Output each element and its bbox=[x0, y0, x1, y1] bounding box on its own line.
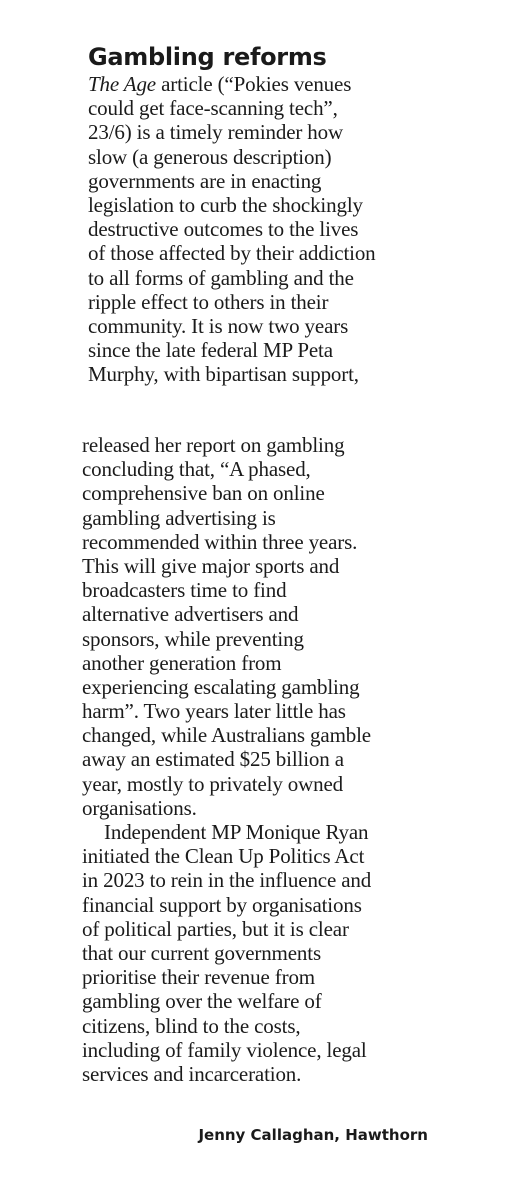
letter-line: Independent MP Monique Ryan bbox=[104, 820, 369, 844]
letter-line: including of family violence, legal bbox=[82, 1037, 367, 1062]
letter-line: that our current governments bbox=[82, 940, 321, 965]
letter-line: community. It is now two years bbox=[88, 313, 349, 338]
letter-line: away an estimated $25 billion a bbox=[82, 747, 344, 772]
letter-headline: Gambling reforms bbox=[88, 43, 327, 71]
letter-line: experiencing escalating gambling bbox=[82, 674, 360, 699]
letter-line: sponsors, while preventing bbox=[82, 626, 304, 651]
letter-line-text: article (“Pokies venues bbox=[155, 72, 352, 96]
letter-line: year, mostly to privately owned bbox=[82, 771, 344, 796]
letter-line: prioritise their revenue from bbox=[82, 965, 315, 990]
letter-body-column-1 bbox=[88, 72, 376, 386]
letter-line: ripple effect to others in their bbox=[88, 289, 329, 314]
letter-line: slow (a generous description) bbox=[88, 144, 332, 169]
publication-name: The Age bbox=[88, 72, 156, 96]
letter-line: changed, while Australians gamble bbox=[82, 723, 371, 748]
letter-line: of those affected by their addiction bbox=[88, 241, 376, 266]
letter-line: financial support by organisations bbox=[82, 892, 362, 917]
letter-line: to all forms of gambling and the bbox=[88, 265, 354, 290]
letter-line: comprehensive ban on online bbox=[82, 481, 325, 506]
letter-line: gambling over the welfare of bbox=[82, 989, 322, 1014]
letter-line: of political parties, but it is clear bbox=[82, 916, 349, 941]
letter-line: harm”. Two years later little has bbox=[82, 699, 346, 724]
letter-line: in 2023 to rein in the influence and bbox=[82, 868, 372, 893]
letter-line: services and incarceration. bbox=[82, 1061, 302, 1086]
letter-line bbox=[88, 72, 376, 96]
letter-line: recommended within three years. bbox=[82, 529, 358, 554]
letter-line: released her report on gambling bbox=[82, 433, 345, 457]
letter-line: alternative advertisers and bbox=[82, 602, 299, 627]
letter-line: legislation to curb the shockingly bbox=[88, 192, 363, 217]
letter-line: initiated the Clean Up Politics Act bbox=[82, 844, 365, 869]
letter-line: since the late federal MP Peta bbox=[88, 338, 333, 363]
letter-line: another generation from bbox=[82, 650, 282, 675]
letter-line: concluding that, “A phased, bbox=[82, 457, 311, 482]
letter-line: 23/6) is a timely reminder how bbox=[88, 120, 344, 145]
letter-line: citizens, blind to the costs, bbox=[82, 1013, 301, 1038]
letter-line: This will give major sports and bbox=[82, 553, 340, 578]
letter-line: organisations. bbox=[82, 795, 197, 820]
letter-line: broadcasters time to find bbox=[82, 578, 287, 603]
letter-line: governments are in enacting bbox=[88, 168, 322, 193]
letter-signature: Jenny Callaghan, Hawthorn bbox=[198, 1126, 428, 1144]
letter-line: destructive outcomes to the lives bbox=[88, 217, 359, 242]
letter-line: gambling advertising is bbox=[82, 505, 276, 530]
letter-body-column-2 bbox=[82, 433, 371, 1086]
letter-line: could get face-scanning tech”, bbox=[88, 96, 338, 121]
letter-line: Murphy, with bipartisan support, bbox=[88, 362, 359, 387]
